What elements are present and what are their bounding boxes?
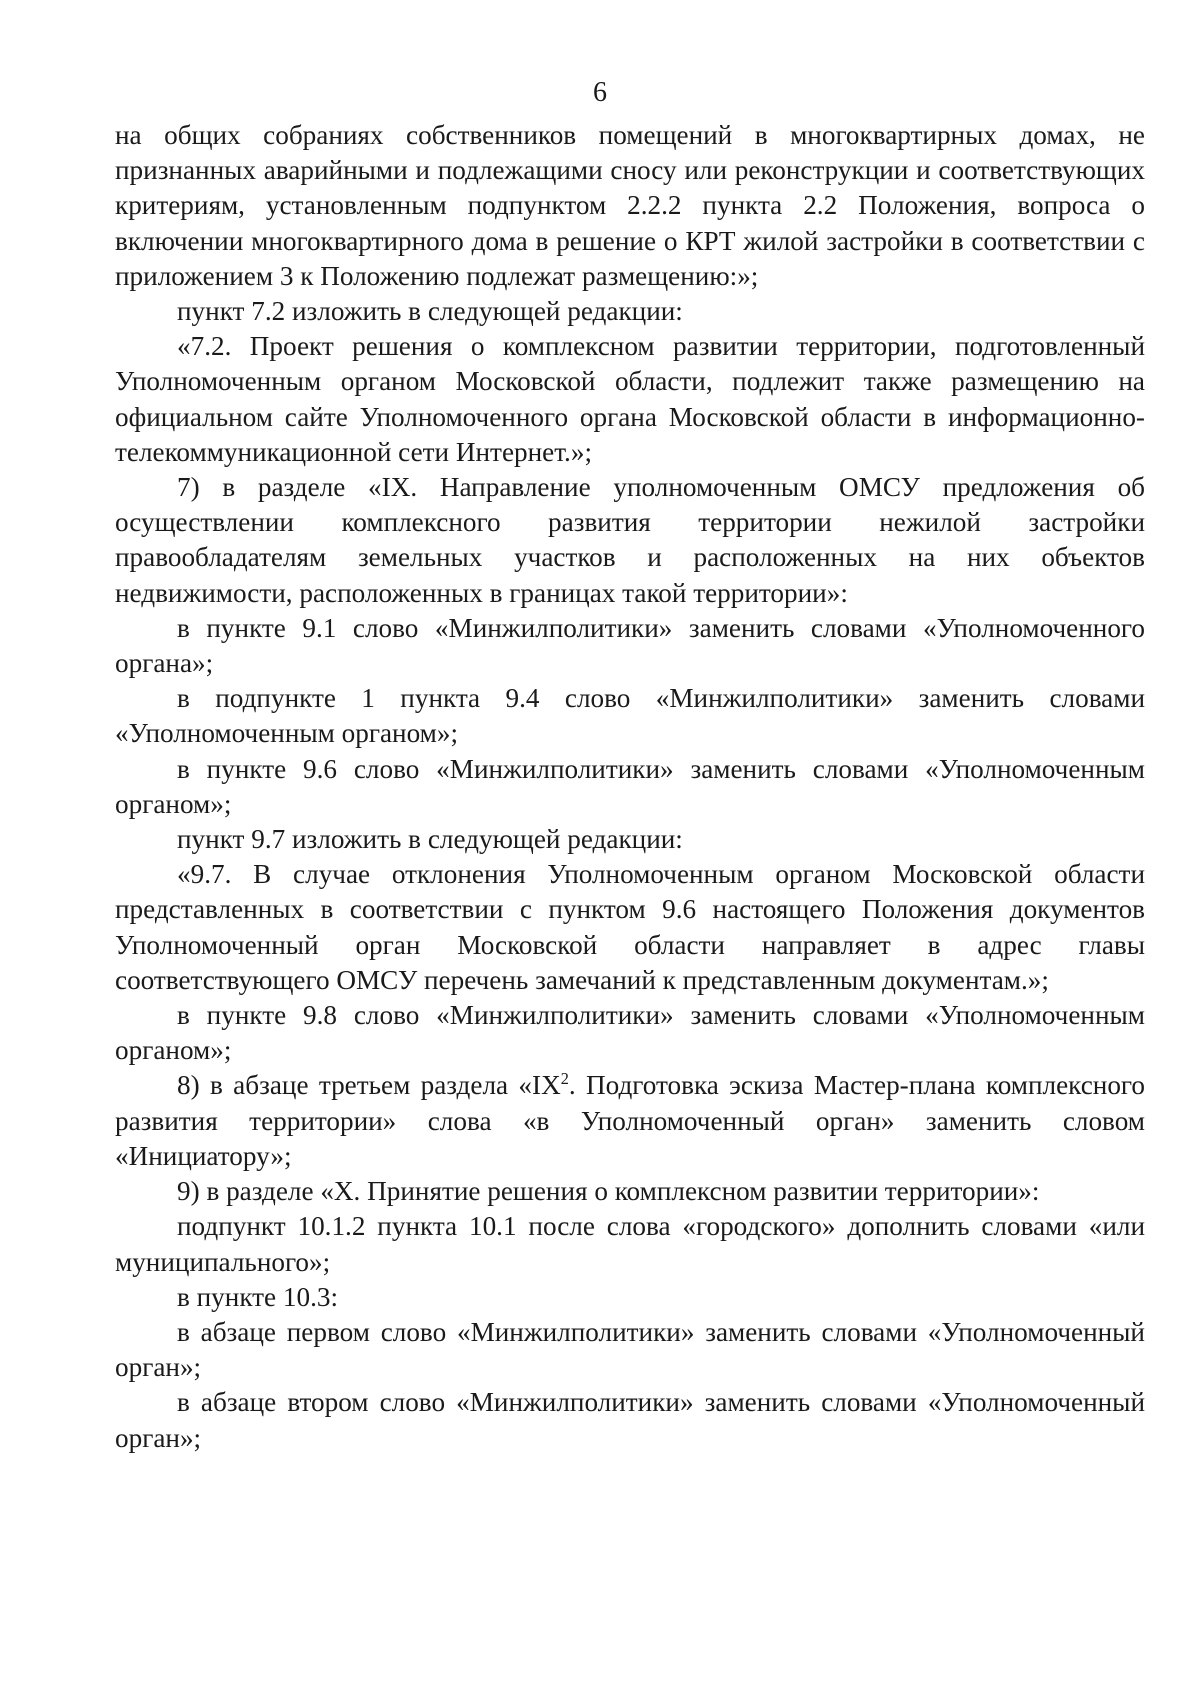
paragraph: в абзаце первом слово «Минжилполитики» заменить словами «Уполномоченный орган»; — [115, 1316, 1145, 1383]
paragraph-text: . Подготовка эскиза Мастер-плана комплексного развития территории» слова «в Уполномоченный орган» заменить словом «Инициатору»; — [115, 1070, 1145, 1171]
paragraph: в пункте 9.1 слово «Минжилполитики» заменить словами «Уполномоченного органа»; — [115, 612, 1145, 679]
paragraph-text: 8) в абзаце третьем раздела «IX — [177, 1070, 561, 1101]
paragraph: 9) в разделе «X. Принятие решения о комплексном развитии территории»: — [177, 1176, 1040, 1207]
paragraph: в подпункте 1 пункта 9.4 слово «Минжилполитики» заменить словами «Уполномоченным органом»; — [115, 683, 1145, 749]
paragraph: «7.2. Проект решения о комплексном развитии территории, подготовленный Уполномоченным органом Московской области, подлежит также размещению на официальном сайте Уполномоченного органа Московской области в информационно-телекоммуникационной сети Интернет.»; — [115, 331, 1145, 467]
paragraph: в пункте 10.3: — [177, 1281, 339, 1312]
paragraph: 7) в разделе «IX. Направление уполномоченным ОМСУ предложения об осуществлении комплексного развития территории нежилой застройки правообладателям земельных участков и расположенных на них объектов недвижимости, расположенных в границах такой территории»: — [115, 472, 1145, 608]
paragraph: пункт 7.2 изложить в следующей редакции: — [177, 296, 683, 327]
paragraph: в пункте 9.8 слово «Минжилполитики» заменить словами «Уполномоченным органом»; — [115, 1000, 1145, 1066]
paragraph: пункт 9.7 изложить в следующей редакции: — [177, 824, 683, 855]
paragraph-with-superscript — [115, 1068, 1145, 1174]
paragraph: на общих собраниях собственников помещений в многоквартирных домах, не признанных аварийными и подлежащими сносу или реконструкции и соответствующих критериям, установленным подпунктом 2.2.2 пункта 2.2 Положения, вопроса о включении многоквартирного дома в решение о КРТ жилой застройки в соответствии с приложением 3 к Положению подлежат размещению:»; — [115, 120, 1145, 291]
paragraph: подпункт 10.1.2 пункта 10.1 после слова «городского» дополнить словами «или муниципального»; — [115, 1211, 1145, 1277]
page-number: 6 — [593, 77, 607, 108]
document-body — [115, 118, 1145, 1456]
paragraph: в пункте 9.6 слово «Минжилполитики» заменить словами «Уполномоченным органом»; — [115, 753, 1145, 819]
paragraph: «9.7. В случае отклонения Уполномоченным органом Московской области представленных в соответствии с пунктом 9.6 настоящего Положения документов Уполномоченный орган Московской области направляет в адрес главы соответствующего ОМСУ перечень замечаний к представленным документам.»; — [115, 859, 1145, 995]
paragraph: в абзаце втором слово «Минжилполитики» заменить словами «Уполномоченный орган»; — [115, 1387, 1145, 1453]
superscript: 2 — [560, 1069, 569, 1089]
